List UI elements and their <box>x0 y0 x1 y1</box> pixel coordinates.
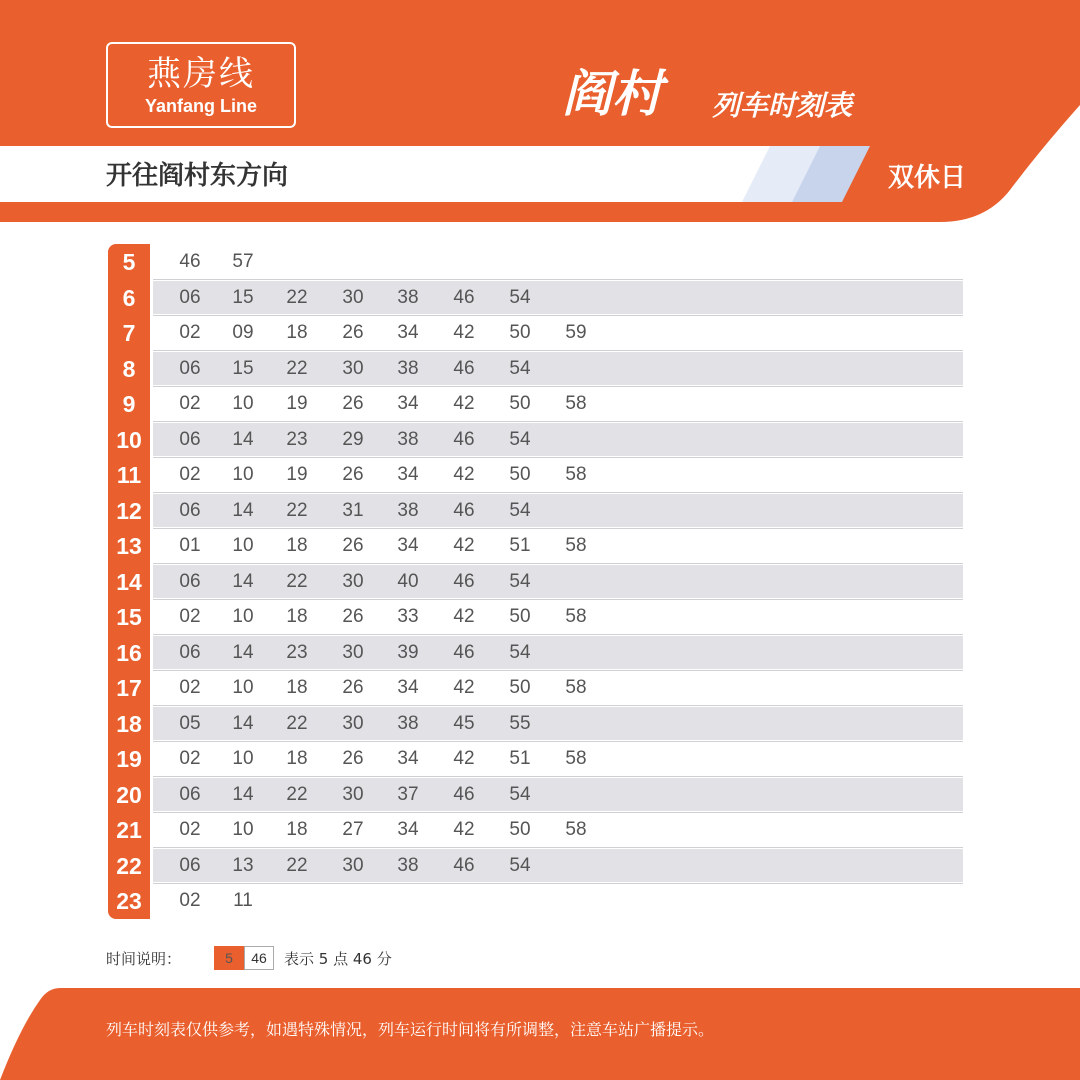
departure-minute: 34 <box>397 748 419 769</box>
departure-minute: 38 <box>397 854 419 876</box>
departure-minute: 19 <box>286 393 308 414</box>
departure-minute: 10 <box>232 393 254 414</box>
departure-minute: 22 <box>286 783 308 805</box>
departure-minute: 37 <box>397 783 419 805</box>
departure-minute: 50 <box>509 393 531 414</box>
departure-minute: 42 <box>453 819 475 840</box>
departure-minute: 54 <box>509 499 531 521</box>
departure-minute: 26 <box>342 322 364 343</box>
departure-minute: 30 <box>342 854 364 876</box>
departure-minute: 30 <box>342 286 364 308</box>
departure-minute: 26 <box>342 535 364 556</box>
departure-minute: 50 <box>509 677 531 698</box>
departure-minute: 30 <box>342 783 364 805</box>
departure-minute: 13 <box>232 854 254 876</box>
departure-minute: 06 <box>179 854 201 876</box>
departure-minute: 06 <box>179 783 201 805</box>
direction-label: 开往阎村东方向 <box>106 161 289 191</box>
legend-label: 时间说明： <box>106 950 182 968</box>
departure-minute: 26 <box>342 606 364 627</box>
hour-label: 20 <box>116 781 142 808</box>
departure-minute: 34 <box>397 535 419 556</box>
departure-minute: 38 <box>397 499 419 521</box>
departure-minute: 54 <box>509 357 531 379</box>
departure-minute: 02 <box>179 606 201 627</box>
departure-minute: 23 <box>286 641 308 663</box>
line-name-cn: 燕房线 <box>147 54 255 94</box>
departure-minute: 14 <box>232 570 254 592</box>
departure-minute: 46 <box>453 286 475 308</box>
departure-minute: 54 <box>509 428 531 450</box>
departure-minute: 02 <box>179 393 201 414</box>
departure-minute: 06 <box>179 641 201 663</box>
hour-label: 14 <box>116 568 142 595</box>
timetable-row <box>108 386 963 422</box>
departure-minute: 06 <box>179 357 201 379</box>
hour-label: 8 <box>122 355 136 382</box>
departure-minute: 10 <box>232 606 254 627</box>
departure-minute: 54 <box>509 641 531 663</box>
departure-minute: 42 <box>453 677 475 698</box>
line-name-en: Yanfang Line <box>144 96 258 116</box>
departure-minute: 22 <box>286 357 308 379</box>
day-type-label: 双休日 <box>888 163 967 193</box>
departure-minute: 58 <box>565 677 587 698</box>
departure-minute: 26 <box>342 677 364 698</box>
departure-minute: 22 <box>286 499 308 521</box>
legend-example-minute: 46 <box>244 946 274 970</box>
departure-minute: 14 <box>232 712 254 734</box>
departure-minute: 34 <box>397 677 419 698</box>
hour-label: 21 <box>116 817 142 843</box>
departure-minute: 22 <box>286 712 308 734</box>
hour-label: 23 <box>116 888 142 914</box>
hour-label: 9 <box>122 391 136 417</box>
departure-minute: 38 <box>397 712 419 734</box>
hour-label: 7 <box>122 320 136 346</box>
departure-minute: 54 <box>509 783 531 805</box>
departure-minute: 10 <box>232 464 254 485</box>
departure-minute: 46 <box>453 428 475 450</box>
departure-minute: 46 <box>453 641 475 663</box>
timetable-row <box>108 351 963 387</box>
departure-minute: 58 <box>565 606 587 627</box>
timetable-row <box>108 564 963 600</box>
departure-minute: 27 <box>342 819 364 840</box>
departure-minute: 30 <box>342 357 364 379</box>
departure-minute: 14 <box>232 783 254 805</box>
departure-minute: 26 <box>342 464 364 485</box>
line-logo <box>106 42 296 128</box>
departure-minute: 14 <box>232 428 254 450</box>
departure-minute: 58 <box>565 535 587 556</box>
hour-label: 11 <box>116 462 142 488</box>
departure-minute: 46 <box>179 251 201 272</box>
departure-minute: 38 <box>397 357 419 379</box>
timetable-title: 列车时刻表 <box>712 89 853 122</box>
departure-minute: 34 <box>397 322 419 343</box>
timetable-row <box>108 599 963 635</box>
departure-minute: 18 <box>286 748 308 769</box>
departure-minute: 29 <box>342 428 364 450</box>
hour-label: 17 <box>116 675 142 701</box>
departure-minute: 46 <box>453 570 475 592</box>
timetable-row <box>108 244 963 280</box>
departure-minute: 22 <box>286 854 308 876</box>
departure-minute: 02 <box>179 322 201 343</box>
departure-minute: 14 <box>232 641 254 663</box>
departure-minute: 46 <box>453 357 475 379</box>
departure-minute: 51 <box>509 535 531 556</box>
timetable-row <box>108 315 963 351</box>
departure-minute: 06 <box>179 499 201 521</box>
timetable-row <box>108 457 963 493</box>
timetable-row <box>108 528 963 564</box>
footer-note: 列车时刻表仅供参考，如遇特殊情况，列车运行时间将有所调整，注意车站广播提示。 <box>106 1020 715 1039</box>
departure-minute: 50 <box>509 819 531 840</box>
departure-minute: 42 <box>453 464 475 485</box>
legend-example-hour: 5 <box>214 946 244 970</box>
departure-minute: 34 <box>397 819 419 840</box>
departure-minute: 10 <box>232 677 254 698</box>
legend-explanation: 表示 5 点 46 分 <box>284 950 392 968</box>
timetable-row <box>108 635 963 671</box>
departure-minute: 58 <box>565 748 587 769</box>
departure-minute: 42 <box>453 322 475 343</box>
departure-minute: 54 <box>509 854 531 876</box>
departure-minute: 06 <box>179 286 201 308</box>
departure-minute: 42 <box>453 606 475 627</box>
departure-minute: 02 <box>179 677 201 698</box>
departure-minute: 54 <box>509 286 531 308</box>
timetable <box>108 244 963 919</box>
hour-label: 12 <box>116 497 142 524</box>
departure-minute: 30 <box>342 712 364 734</box>
departure-minute: 57 <box>232 251 254 272</box>
departure-minute: 22 <box>286 286 308 308</box>
hour-label: 19 <box>116 746 142 772</box>
departure-minute: 38 <box>397 428 419 450</box>
hour-label: 6 <box>122 284 136 311</box>
departure-minute: 02 <box>179 890 201 911</box>
departure-minute: 23 <box>286 428 308 450</box>
departure-minute: 09 <box>232 322 254 343</box>
departure-minute: 58 <box>565 819 587 840</box>
departure-minute: 38 <box>397 286 419 308</box>
departure-minute: 51 <box>509 748 531 769</box>
departure-minute: 30 <box>342 641 364 663</box>
timetable-row <box>108 848 963 884</box>
departure-minute: 26 <box>342 748 364 769</box>
departure-minute: 39 <box>397 641 419 663</box>
departure-minute: 18 <box>286 535 308 556</box>
departure-minute: 46 <box>453 854 475 876</box>
hour-label: 18 <box>116 710 142 737</box>
hour-label: 16 <box>116 639 142 666</box>
departure-minute: 18 <box>286 322 308 343</box>
departure-minute: 33 <box>397 606 419 627</box>
departure-minute: 58 <box>565 464 587 485</box>
departure-minute: 02 <box>179 464 201 485</box>
departure-minute: 15 <box>232 286 254 308</box>
departure-minute: 50 <box>509 464 531 485</box>
departure-minute: 42 <box>453 535 475 556</box>
departure-minute: 55 <box>509 712 531 734</box>
station-name: 阎村 <box>562 65 662 123</box>
timetable-row <box>108 706 963 742</box>
departure-minute: 34 <box>397 464 419 485</box>
departure-minute: 42 <box>453 393 475 414</box>
timetable-row <box>108 777 963 813</box>
departure-minute: 58 <box>565 393 587 414</box>
departure-minute: 50 <box>509 322 531 343</box>
departure-minute: 02 <box>179 748 201 769</box>
departure-minute: 02 <box>179 819 201 840</box>
hour-label: 5 <box>122 249 136 275</box>
departure-minute: 14 <box>232 499 254 521</box>
departure-minute: 30 <box>342 570 364 592</box>
departure-minute: 19 <box>286 464 308 485</box>
departure-minute: 06 <box>179 570 201 592</box>
departure-minute: 18 <box>286 819 308 840</box>
departure-minute: 59 <box>565 322 587 343</box>
hour-label: 13 <box>116 533 142 559</box>
timetable-row <box>108 883 963 919</box>
departure-minute: 46 <box>453 783 475 805</box>
departure-minute: 18 <box>286 606 308 627</box>
departure-minute: 42 <box>453 748 475 769</box>
departure-minute: 10 <box>232 535 254 556</box>
hour-label: 15 <box>116 604 142 630</box>
departure-minute: 31 <box>342 499 364 521</box>
departure-minute: 46 <box>453 499 475 521</box>
departure-minute: 40 <box>397 570 419 592</box>
hour-label: 22 <box>116 852 142 879</box>
departure-minute: 50 <box>509 606 531 627</box>
hour-label: 10 <box>116 426 142 453</box>
departure-minute: 34 <box>397 393 419 414</box>
timetable-row <box>108 493 963 529</box>
departure-minute: 06 <box>179 428 201 450</box>
departure-minute: 26 <box>342 393 364 414</box>
timetable-row <box>108 741 963 777</box>
departure-minute: 22 <box>286 570 308 592</box>
departure-minute: 10 <box>232 748 254 769</box>
departure-minute: 45 <box>453 712 475 734</box>
timetable-row <box>108 670 963 706</box>
departure-minute: 11 <box>233 890 253 911</box>
departure-minute: 01 <box>179 535 201 556</box>
departure-minute: 15 <box>232 357 254 379</box>
departure-minute: 54 <box>509 570 531 592</box>
timetable-row <box>108 422 963 458</box>
departure-minute: 10 <box>232 819 254 840</box>
departure-minute: 18 <box>286 677 308 698</box>
timetable-row <box>108 812 963 848</box>
departure-minute: 05 <box>179 712 201 734</box>
timetable-row <box>108 280 963 316</box>
